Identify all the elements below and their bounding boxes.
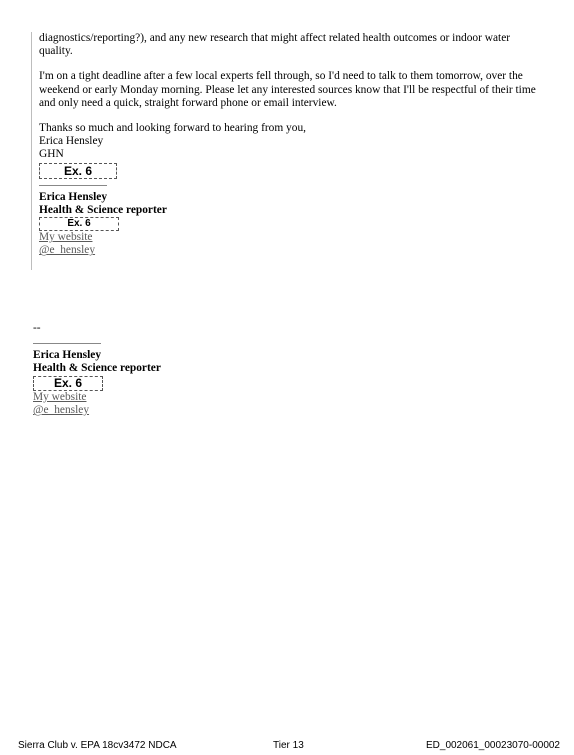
email-closing: Thanks so much and looking forward to hearing from you, xyxy=(39,122,306,135)
signature-name: Erica Hensley xyxy=(33,349,102,362)
page-footer xyxy=(0,740,574,755)
signature-divider xyxy=(39,185,107,186)
redaction-box: Ex. 6 xyxy=(39,217,119,231)
email-signature xyxy=(33,322,333,417)
website-link[interactable]: My website xyxy=(33,390,87,403)
twitter-link[interactable]: @e_hensley xyxy=(39,244,96,257)
redaction-box: Ex. 6 xyxy=(33,376,103,391)
footer-case: Sierra Club v. EPA 18cv3472 NDCA xyxy=(18,740,177,751)
sender-name: Erica Hensley xyxy=(39,135,104,148)
sender-org: GHN xyxy=(39,148,64,161)
footer-bates-number: ED_002061_00023070-00002 xyxy=(425,740,560,751)
quoted-email-block xyxy=(31,32,541,270)
email-paragraph-2: I'm on a tight deadline after a few local experts fell through, so I'd need to talk to them tomorrow, over the weekend or early Monday morning. Please let any interested sources know that I'll be respectful of their time and only need a quick, straight forward phone or email interview. xyxy=(39,70,536,109)
signature-title: Health & Science reporter xyxy=(39,204,167,217)
signature-title: Health & Science reporter xyxy=(33,362,161,375)
signature-name: Erica Hensley xyxy=(39,190,108,203)
twitter-link[interactable]: @e_hensley xyxy=(33,404,90,417)
website-link[interactable]: My website xyxy=(39,231,93,244)
footer-tier: Tier 13 xyxy=(273,740,304,751)
redaction-box: Ex. 6 xyxy=(39,163,117,179)
email-paragraph-1: diagnostics/reporting?), and any new research that might affect related health outcomes or indoor water quality. xyxy=(39,32,511,58)
signature-divider xyxy=(33,343,101,344)
signature-separator: -- xyxy=(33,322,41,334)
